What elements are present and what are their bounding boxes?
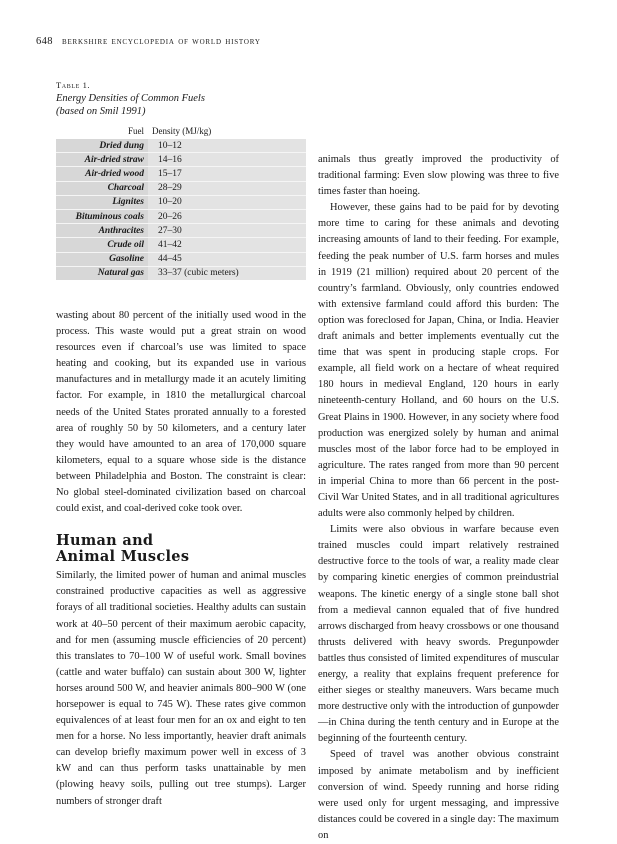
section-heading bbox=[56, 533, 306, 565]
fuel-cell: Crude oil bbox=[56, 238, 148, 252]
energy-density-table-block bbox=[56, 80, 306, 280]
density-column-header: Density (MJ/kg) bbox=[152, 126, 212, 136]
paragraph-farming-productivity: animals thus greatly improved the productivity of traditional farming: Even slow plowing was three to five times faster than hoeing. bbox=[318, 154, 559, 198]
running-head bbox=[36, 36, 261, 47]
fuel-cell: Anthracites bbox=[56, 224, 148, 238]
fuel-cell: Charcoal bbox=[56, 181, 148, 195]
section-heading-line1: Human and bbox=[56, 532, 154, 550]
table-row bbox=[56, 181, 306, 195]
fuel-cell: Bituminous coals bbox=[56, 209, 148, 223]
table-row bbox=[56, 167, 306, 181]
fuel-cell: Gasoline bbox=[56, 252, 148, 266]
paragraph-travel-speed: Speed of travel was another obvious constraint imposed by animate metabolism and by inefficient conversion of wind. Speedy running and horse riding were used only for urgent messaging, and impressive distances could be covered in a single day: The maximum on bbox=[318, 749, 559, 841]
paragraph-warfare: Limits were also obvious in warfare because even trained muscles could impart relatively restrained destructive force to the tools of war, a reality made clear by comparing kinetic energies of common preindustrial weapons. The kinetic energy of a single stone ball shot from a medieval cannon equaled that of five hundred arrows discharged from heavy crossbows or one thousand thrusts delivered with heavy swords. Pregunpowder battles thus consisted of limited expenditures of muscular energy, a reality that explains frequent preference for either sieges or stealthy maneuvers. Wars became much more destructive only with the introduction of gunpowder—in China during the tenth century and in Europe at the beginning of the fourteenth century. bbox=[318, 524, 559, 745]
table-row bbox=[56, 139, 306, 153]
density-cell: 15–17 bbox=[148, 167, 306, 181]
density-cell: 14–16 bbox=[148, 153, 306, 167]
table-caption-title: Energy Densities of Common Fuels bbox=[56, 93, 205, 104]
table-row bbox=[56, 224, 306, 238]
table-row bbox=[56, 209, 306, 223]
density-cell: 27–30 bbox=[148, 224, 306, 238]
paragraph-charcoal-waste: wasting about 80 percent of the initially used wood in the process. This waste would put a great strain on wood resources even if charcoal’s use was limited to space heating and cooking, but its expanded use in various manufactures and in metallurgy made it an acutely limiting factor. For example, in 1810 the metallurgical charcoal needs of the United States prorated annually to a forested area of roughly 50 by 50 kilometers, and a century later they would have amounted to an area of 170,000 square kilometers, equal to a square whose side is the distance between Philadelphia and Boston. The constraint is clear: No global steel-dominated civilization based on charcoal could exist, and coal-derived coke took over. bbox=[56, 310, 306, 515]
fuel-cell: Air-dried straw bbox=[56, 153, 148, 167]
fuel-cell: Dried dung bbox=[56, 139, 148, 153]
density-cell: 41–42 bbox=[148, 238, 306, 252]
paragraph-animal-costs: However, these gains had to be paid for by devoting more time to caring for these animals and devoting increasing amounts of land to their feeding. For example, feeding the peak number of U.S. farm horses and mules in 1919 (21 million) required about 20 percent of the country’s farmland. Obviously, only countries endowed with extensive farmland could afford this burden: The option was foreclosed for Japan, China, or India. Heavier draft animals and better implements eventually cut the time that was spent in producing staple crops. For example, all field work on a hectare of wheat required 180 hours in medieval England, 120 hours in early nineteenth-century Holland, and 60 hours on the U.S. Great Plains in 1900. However, in any society where food production was energized solely by human and animal muscles most of the labor force had to be employed in agriculture. The rates ranged from more than 90 percent in imperial China to more than 66 percent in the post-Civil War United States, and in all traditional agricultures adults were also commonly helped by children. bbox=[318, 202, 559, 520]
density-cell: 10–12 bbox=[148, 139, 306, 153]
table-row bbox=[56, 153, 306, 167]
paragraph-muscle-power: Similarly, the limited power of human and animal muscles constrained productive capacities as well as aggressive forays of all traditional societies. Healthy adults can sustain work at 40–50 percent of their maximum aerobic capacity, and for men (assuming muscle efficiencies of 20 percent) this translates to 70–100 W of useful work. Small bovines (cattle and water buffalo) can sustain about 300 W, lighter horses around 500 W, and heavier animals 800–900 W (one horsepower is equal to 745 W). These rates give common equivalences of at least four men for an ox and eight to ten men for a horse. No less importantly, heavier draft animals can develop briefly maximum power well in excess of 3 kW and can thus perform tasks unattainable by men (plowing heavy soils, pulling out tree stumps). Larger numbers of stronger draft bbox=[56, 570, 306, 807]
table-row bbox=[56, 252, 306, 266]
table-row bbox=[56, 266, 306, 280]
fuel-cell: Lignites bbox=[56, 195, 148, 209]
density-cell: 20–26 bbox=[148, 209, 306, 223]
table-row bbox=[56, 195, 306, 209]
left-text-column bbox=[56, 308, 306, 810]
right-text-column bbox=[318, 152, 559, 844]
fuel-cell: Natural gas bbox=[56, 266, 148, 280]
table-row bbox=[56, 238, 306, 252]
table-header-row bbox=[56, 124, 306, 139]
density-cell: 10–20 bbox=[148, 195, 306, 209]
fuel-cell: Air-dried wood bbox=[56, 167, 148, 181]
energy-density-table bbox=[56, 124, 306, 280]
table-caption bbox=[56, 92, 306, 118]
section-heading-line2: Animal Muscles bbox=[56, 548, 190, 566]
density-cell: 44–45 bbox=[148, 252, 306, 266]
density-cell: 33–37 (cubic meters) bbox=[148, 266, 306, 280]
density-cell: 28–29 bbox=[148, 181, 306, 195]
table-label: Table 1. bbox=[56, 80, 91, 90]
fuel-column-header: Fuel bbox=[127, 126, 144, 136]
table-caption-source: (based on Smil 1991) bbox=[56, 106, 146, 117]
page-number: 648 bbox=[36, 36, 53, 47]
book-title: berkshire encyclopedia of world history bbox=[61, 36, 261, 47]
